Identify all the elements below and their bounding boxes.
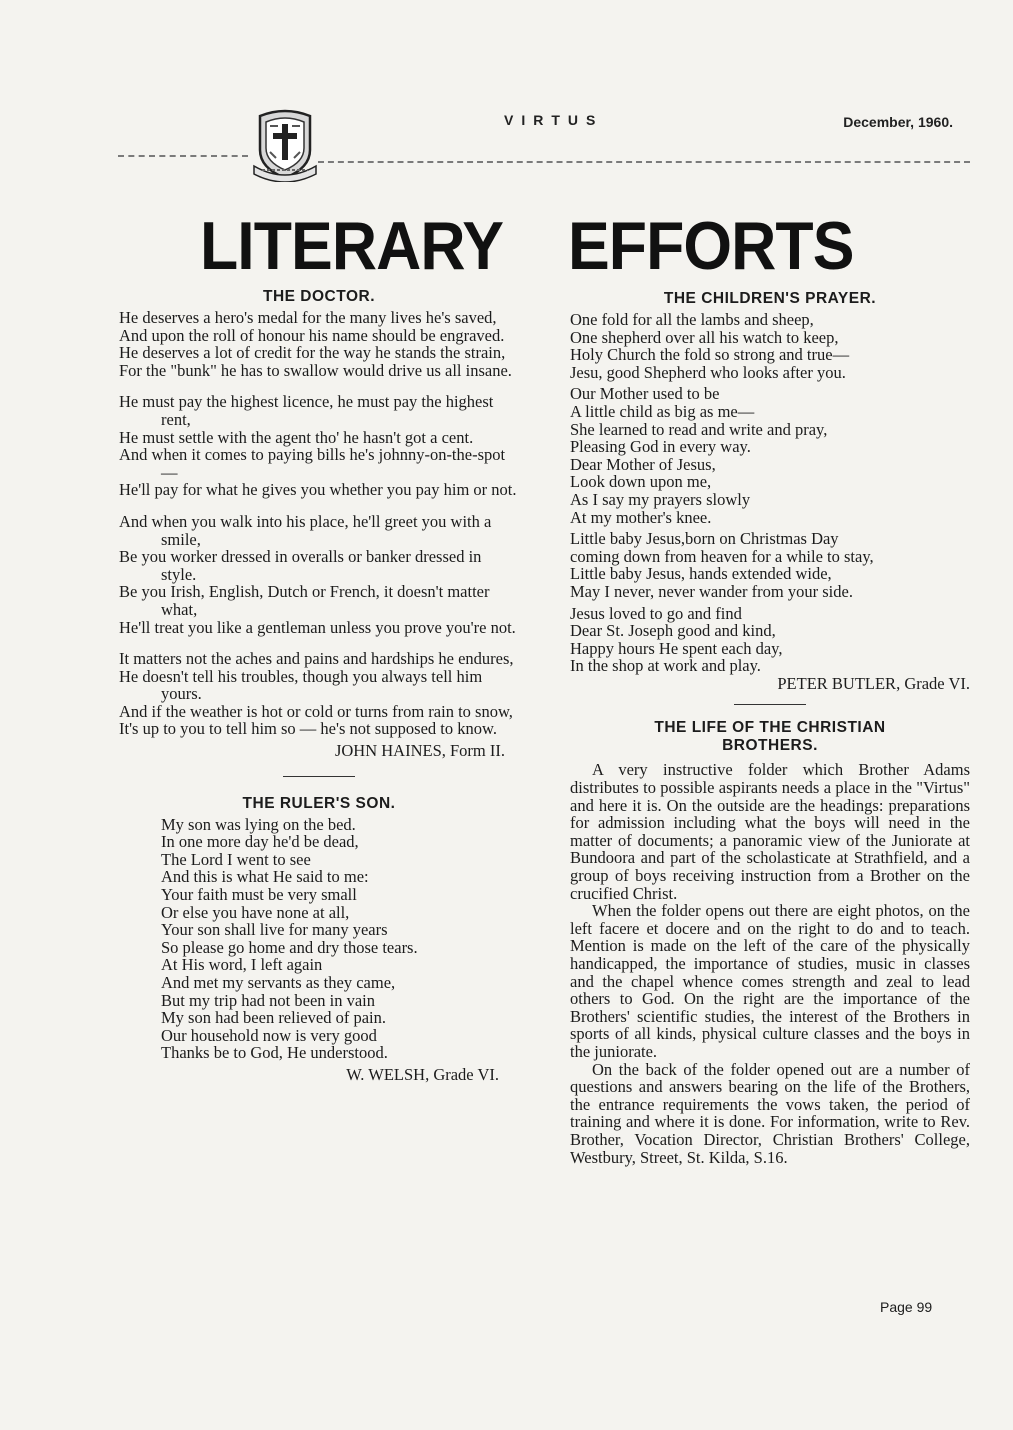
poem-line: At His word, I left again [161,955,323,975]
poem-line: So please go home and dry those tears. [161,937,418,957]
prayer-stanza-2 [570,385,970,526]
poem-line: But my trip had not been in vain [161,990,376,1010]
poem-line: Look down upon me, [570,472,712,492]
poem-line: Dear St. Joseph good and kind, [570,621,776,641]
poem-line: And met my servants as they came, [161,973,396,992]
poem-line: Little baby Jesus, hands extended wide, [570,564,832,584]
poem-line: Little baby Jesus,born on Christmas Day [570,529,839,549]
doctor-stanza-1 [119,309,519,379]
poem-line: Holy Church the fold so strong and true— [570,345,850,365]
doctor-stanza-4 [119,650,519,738]
poem-line: And if the weather is hot or cold or turns from rain to snow, [119,701,513,721]
headline-literary: LITERARY [200,208,504,284]
poem-line: Our Mother used to be [570,384,720,404]
poem-line: It's up to you to tell him so — he's not supposed to know. [119,719,497,739]
poem-line: He must settle with the agent tho' he hasn't got a cent. [119,427,474,447]
poem-line: He must pay the highest licence, he must pay the highest rent, [119,392,494,429]
poem-title-doctor: THE DOCTOR. [263,288,375,305]
poem-line: Your son shall live for many years [161,920,388,940]
header-rule-left [118,155,248,157]
poem-line: He'll pay for what he gives you whether you pay him or not. [119,480,517,500]
section-divider [734,704,806,705]
poem-line: Thanks be to God, He understood. [161,1043,388,1063]
article-title-line: THE LIFE OF THE CHRISTIAN [654,719,886,737]
article-title-brothers [570,719,970,755]
poem-line: The Lord I went to see [161,849,311,869]
poem-line: Dear Mother of Jesus, [570,454,716,474]
author-ruler: W. WELSH, Grade VI. [346,1064,499,1084]
section-divider [283,776,355,777]
poem-line: Your faith must be very small [161,885,357,905]
poem-line: Jesus loved to go and find [570,603,742,623]
ruler-poem [119,816,519,1062]
poem-line: My son had been relieved of pain. [161,1008,386,1028]
poem-line: Or else you have none at all, [161,902,350,922]
article-body [570,761,970,1166]
header-rule-right [318,161,970,163]
poem-line: A little child as big as me— [570,401,755,421]
article-title-line: BROTHERS. [722,737,818,755]
poem-line: And upon the roll of honour his name should be engraved. [119,325,505,345]
poem-line: One shepherd over all his watch to keep, [570,327,839,347]
prayer-stanza-3 [570,530,970,600]
article-paragraph: A very instructive folder which Brother Adams distributes to possible aspirants needs a place in the "Virtus" and here it is. On the outside are the headings: preparations for admission including what the boys will need in the matter of documents; a panoramic view of the Juniorate at Bundoora and part of the scholasticate at Strathfield, and a group of boys receiving instruction from a Brother on the crucified Christ. [570,760,970,903]
school-crest-icon [252,106,318,182]
poem-line: In one more day he'd be dead, [161,832,359,852]
doctor-stanza-3 [119,513,519,636]
poem-line: coming down from heaven for a while to stay, [570,546,874,566]
poem-line: Be you worker dressed in overalls or banker dressed in style. [119,547,482,584]
poem-line: He'll treat you like a gentleman unless you prove you're not. [119,617,516,637]
poem-line: My son was lying on the bed. [161,814,356,834]
poem-line: Our household now is very good [161,1025,377,1045]
poem-line: As I say my prayers slowly [570,489,751,509]
poem-line: He deserves a lot of credit for the way he stands the strain, [119,343,506,363]
poem-line: He deserves a hero's medal for the many lives he's saved, [119,308,497,327]
prayer-stanza-1 [570,311,970,381]
poem-line: One fold for all the lambs and sheep, [570,310,814,329]
author-prayer: PETER BUTLER, Grade VI. [777,673,970,693]
poem-line: At my mother's knee. [570,507,712,527]
poem-title-prayer: THE CHILDREN'S PRAYER. [663,290,877,307]
article-paragraph: On the back of the folder opened out are a number of questions and answers bearing on the life of the Brothers, the entrance requirements the vows taken, the period of training and where it is done. For information, write to Rev. Brother, Vocation Director, Christian Brothers' College, Westbury, Street, St. Kilda, S.16. [570,1059,970,1167]
poem-line: And when it comes to paying bills he's johnny-on-the-spot— [119,445,506,482]
poem-title-ruler: THE RULER'S SON. [242,794,396,812]
poem-line: Jesu, good Shepherd who looks after you. [570,362,846,382]
page-number: Page 99 [880,1299,933,1315]
poem-line: Pleasing God in every way. [570,437,751,457]
poem-line: For the "bunk" he has to swallow would drive us all insane. [119,360,512,380]
author-doctor: JOHN HAINES, Form II. [334,741,505,761]
left-column [119,288,519,1084]
article-paragraph: When the folder opens out there are eight photos, on the left facere et docere and on the right to do and to teach. Mention is made on the left of the care of the physically handicapped, the importance of studies, music in classes and the chapel whence comes strength and zeal to lead others to God. On the right are the importance of the Brothers' scientific studies, the interest of the Brothers in sports of all kinds, physical culture classes and the boys in the juniorate. [570,901,970,1061]
poem-line: In the shop at work and play. [570,656,761,676]
issue-date: December, 1960. [843,114,953,130]
poem-line: He doesn't tell his troubles, though you always tell him yours. [119,666,483,704]
headline-efforts: EFFORTS [568,208,854,284]
poem-line: Be you Irish, English, Dutch or French, it doesn't matter what, [119,582,490,619]
poem-line: She learned to read and write and pray, [570,419,828,439]
poem-line: May I never, never wander from your side. [570,581,853,601]
prayer-stanza-4 [570,605,970,675]
poem-line: And when you walk into his place, he'll greet you with a smile, [119,511,492,549]
magazine-title: VIRTUS [504,112,604,128]
poem-line: And this is what He said to me: [161,867,369,887]
right-column [570,290,970,1166]
poem-line: Happy hours He spent each day, [570,638,783,658]
poem-line: It matters not the aches and pains and hardships he endures, [119,649,514,669]
doctor-stanza-2 [119,393,519,499]
